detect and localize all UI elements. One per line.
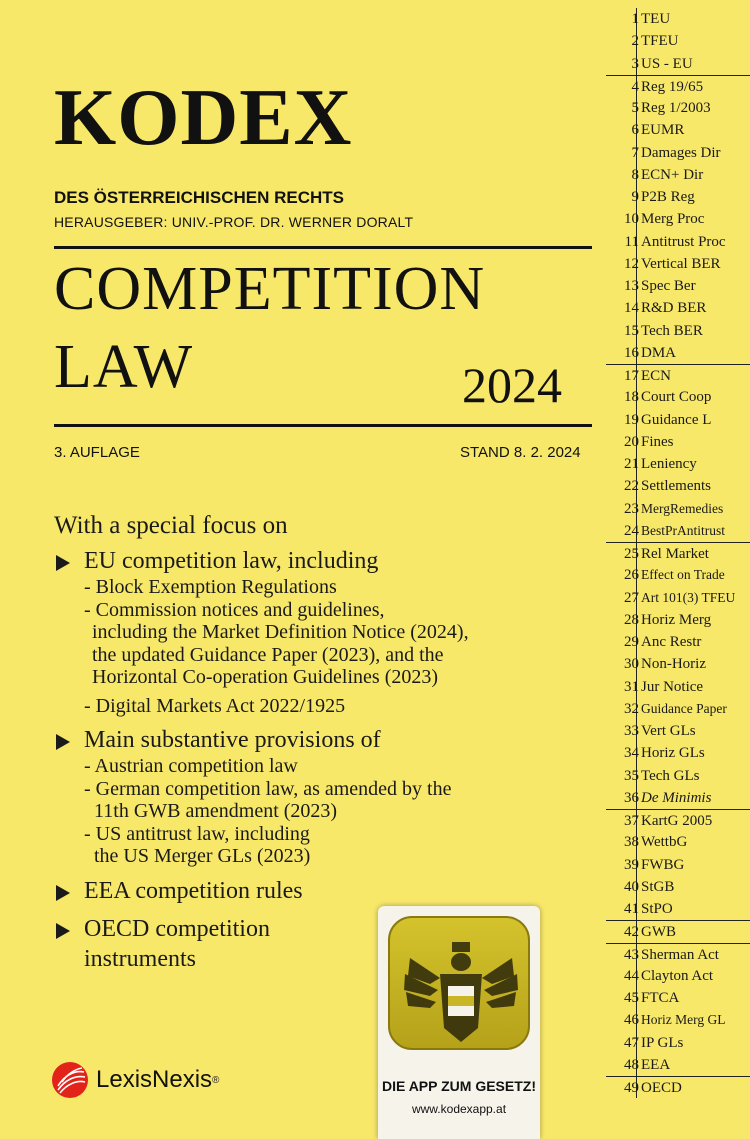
index-label: Vertical BER bbox=[641, 255, 721, 272]
chapter-index bbox=[606, 8, 750, 1098]
bullet-eea bbox=[54, 876, 584, 906]
app-slogan: DIE APP ZUM GESETZ! bbox=[381, 1078, 536, 1094]
sub-item: - US antitrust law, including bbox=[84, 822, 310, 845]
index-label: Effect on Trade bbox=[641, 567, 725, 583]
index-entry bbox=[606, 631, 750, 653]
sub-item: Horizontal Co-operation Guidelines (2023) bbox=[92, 666, 439, 688]
index-number: 49 bbox=[624, 1080, 639, 1096]
index-number: 13 bbox=[624, 278, 639, 294]
publisher-logo bbox=[50, 1060, 219, 1100]
bullet-eu bbox=[54, 546, 584, 576]
focus-list bbox=[54, 512, 584, 974]
sub-item: - Austrian competition law bbox=[84, 755, 298, 777]
triangle-bullet-icon bbox=[56, 885, 70, 901]
index-label: Tech BER bbox=[641, 322, 703, 339]
index-number: 16 bbox=[624, 344, 639, 361]
bottom-rule bbox=[54, 424, 592, 427]
index-number: 19 bbox=[624, 411, 639, 428]
index-number: 40 bbox=[624, 878, 639, 895]
index-number: 32 bbox=[624, 700, 639, 717]
index-label: Clayton Act bbox=[641, 967, 714, 984]
bullet-title: EU competition law, including bbox=[84, 548, 379, 574]
index-label: Leniency bbox=[641, 456, 697, 472]
index-entry bbox=[606, 809, 750, 831]
index-label: StPO bbox=[641, 901, 673, 917]
editor-line: HERAUSGEBER: UNIV.-PROF. DR. WERNER DORALT bbox=[54, 214, 414, 230]
index-number: 24 bbox=[624, 522, 639, 539]
index-number: 39 bbox=[624, 856, 639, 873]
index-number: 5 bbox=[631, 100, 639, 116]
triangle-bullet-icon bbox=[56, 923, 70, 939]
lexisnexis-logo-icon bbox=[50, 1060, 90, 1100]
index-label: ECN bbox=[641, 368, 671, 384]
index-number: 28 bbox=[624, 611, 639, 628]
index-number: 12 bbox=[624, 255, 639, 272]
sub-item: - German competition law, as amended by the bbox=[84, 777, 452, 800]
index-entry bbox=[606, 142, 750, 164]
index-entry bbox=[606, 342, 750, 364]
index-number: 9 bbox=[631, 189, 639, 205]
index-entry bbox=[606, 1032, 750, 1054]
index-entry bbox=[606, 587, 750, 609]
edition-year: 2024 bbox=[462, 357, 562, 413]
title-line-2: LAW bbox=[54, 333, 194, 401]
index-label: Reg 19/65 bbox=[641, 78, 704, 95]
index-entry bbox=[606, 653, 750, 675]
bullet-title: EEA competition rules bbox=[84, 877, 303, 904]
index-number: 21 bbox=[624, 456, 639, 472]
index-number: 20 bbox=[624, 433, 639, 450]
index-number: 3 bbox=[631, 55, 639, 72]
index-number: 42 bbox=[624, 924, 639, 941]
index-label: StGB bbox=[641, 878, 675, 895]
app-badge[interactable] bbox=[378, 906, 540, 1139]
index-entry bbox=[606, 409, 750, 431]
sub-item: - Commission notices and guidelines, bbox=[84, 598, 385, 621]
index-number: 23 bbox=[624, 500, 639, 517]
triangle-bullet-icon bbox=[56, 734, 70, 750]
index-number: 31 bbox=[624, 678, 639, 695]
brand-title: KODEX bbox=[54, 74, 353, 162]
index-label: Art 101(3) TFEU bbox=[641, 589, 736, 605]
index-entry bbox=[606, 364, 750, 386]
index-entry bbox=[606, 520, 750, 542]
index-number: 1 bbox=[631, 11, 639, 27]
index-label: Anc Restr bbox=[641, 634, 702, 650]
index-entry bbox=[606, 854, 750, 876]
bullet-title-cont: instruments bbox=[84, 945, 196, 972]
index-number: 17 bbox=[624, 368, 639, 384]
index-label: ECN+ Dir bbox=[641, 166, 704, 183]
index-label: Sherman Act bbox=[641, 946, 719, 963]
index-entry bbox=[606, 386, 750, 408]
index-label: FWBG bbox=[641, 856, 685, 873]
index-number: 6 bbox=[631, 122, 639, 139]
index-entry bbox=[606, 564, 750, 586]
index-number: 4 bbox=[631, 78, 639, 95]
index-label: GWB bbox=[641, 924, 676, 941]
index-number: 26 bbox=[624, 567, 639, 584]
index-number: 25 bbox=[624, 546, 639, 562]
index-label: FTCA bbox=[641, 990, 680, 1006]
index-label: BestPrAntitrust bbox=[641, 522, 726, 538]
index-entry bbox=[606, 253, 750, 275]
index-number: 18 bbox=[624, 389, 639, 406]
index-entry bbox=[606, 275, 750, 297]
index-label: TEU bbox=[641, 11, 671, 27]
index-entry bbox=[606, 119, 750, 141]
stand-date: STAND 8. 2. 2024 bbox=[460, 444, 581, 461]
sub-item: - Block Exemption Regulations bbox=[84, 576, 337, 598]
index-label: Tech GLs bbox=[641, 767, 700, 784]
index-entry bbox=[606, 231, 750, 253]
eagle-crest-icon bbox=[390, 918, 530, 1050]
series-subtitle: DES ÖSTERREICHISCHEN RECHTS bbox=[54, 188, 344, 207]
index-number: 38 bbox=[624, 834, 639, 851]
triangle-bullet-icon bbox=[56, 555, 70, 571]
sub-item: the US Merger GLs (2023) bbox=[94, 845, 311, 867]
index-entry bbox=[606, 987, 750, 1009]
bullet-title: Main substantive provisions of bbox=[84, 727, 381, 753]
index-entry bbox=[606, 898, 750, 920]
index-label: Jur Notice bbox=[641, 678, 704, 695]
index-entry bbox=[606, 720, 750, 742]
index-label: Guidance L bbox=[641, 411, 712, 428]
index-entry bbox=[606, 475, 750, 497]
title-line-1: COMPETITION bbox=[54, 255, 486, 323]
index-entry bbox=[606, 943, 750, 965]
publisher-name: LexisNexis bbox=[96, 1066, 213, 1093]
index-entry bbox=[606, 8, 750, 30]
app-icon bbox=[388, 916, 530, 1050]
index-label: OECD bbox=[641, 1080, 682, 1096]
focus-intro: With a special focus on bbox=[54, 512, 288, 539]
index-label: Horiz GLs bbox=[641, 745, 705, 762]
index-label: Court Coop bbox=[641, 389, 712, 406]
index-entry bbox=[606, 186, 750, 208]
index-label: Spec Ber bbox=[641, 278, 696, 294]
index-number: 30 bbox=[624, 656, 639, 673]
sub-item: - Digital Markets Act 2022/1925 bbox=[84, 694, 346, 717]
index-label: Rel Market bbox=[641, 546, 709, 562]
index-label: US - EU bbox=[641, 55, 693, 72]
index-label: MergRemedies bbox=[641, 500, 724, 516]
registered-mark: ® bbox=[212, 1074, 220, 1086]
sub-item: the updated Guidance Paper (2023), and the bbox=[92, 643, 444, 666]
index-entry bbox=[606, 208, 750, 230]
index-label: Vert GLs bbox=[641, 723, 696, 739]
index-entry bbox=[606, 53, 750, 75]
index-entry bbox=[606, 831, 750, 853]
index-entry bbox=[606, 453, 750, 475]
index-entry bbox=[606, 75, 750, 97]
index-number: 45 bbox=[624, 990, 639, 1006]
index-number: 2 bbox=[631, 33, 639, 50]
index-number: 46 bbox=[624, 1012, 639, 1029]
index-label: Fines bbox=[641, 433, 674, 450]
index-number: 37 bbox=[624, 813, 639, 829]
index-number: 7 bbox=[631, 144, 639, 161]
index-entry bbox=[606, 431, 750, 453]
index-label: Guidance Paper bbox=[641, 700, 727, 716]
index-label: DMA bbox=[641, 344, 677, 361]
index-entry bbox=[606, 498, 750, 520]
index-label: Settlements bbox=[641, 478, 711, 495]
index-entry bbox=[606, 30, 750, 52]
index-number: 11 bbox=[624, 233, 639, 250]
index-number: 35 bbox=[624, 767, 639, 784]
index-number: 48 bbox=[624, 1056, 639, 1073]
index-label: R&D BER bbox=[641, 300, 707, 317]
index-number: 14 bbox=[624, 300, 639, 317]
sub-item: 11th GWB amendment (2023) bbox=[94, 800, 338, 822]
index-label: Damages Dir bbox=[641, 144, 721, 161]
index-label: Antitrust Proc bbox=[641, 233, 726, 250]
index-entry bbox=[606, 920, 750, 942]
index-number: 33 bbox=[624, 723, 639, 739]
index-entry bbox=[606, 542, 750, 564]
index-number: 43 bbox=[624, 946, 639, 963]
index-number: 47 bbox=[624, 1034, 639, 1051]
index-entry bbox=[606, 965, 750, 987]
index-label: Horiz Merg GL bbox=[641, 1012, 726, 1028]
index-entry bbox=[606, 876, 750, 898]
index-label: Reg 1/2003 bbox=[641, 100, 711, 116]
index-entry bbox=[606, 742, 750, 764]
index-label: De Minimis bbox=[641, 789, 712, 806]
index-number: 22 bbox=[624, 478, 639, 495]
index-number: 36 bbox=[624, 789, 639, 806]
index-label: Merg Proc bbox=[641, 211, 705, 228]
index-number: 15 bbox=[624, 322, 639, 339]
index-label: Horiz Merg bbox=[641, 611, 712, 628]
index-number: 10 bbox=[624, 211, 639, 228]
index-label: IP GLs bbox=[641, 1034, 684, 1051]
app-url[interactable]: www.kodexapp.at bbox=[411, 1102, 507, 1116]
index-entry bbox=[606, 320, 750, 342]
index-label: TFEU bbox=[641, 33, 679, 50]
index-entry bbox=[606, 765, 750, 787]
index-entry bbox=[606, 609, 750, 631]
index-entry bbox=[606, 297, 750, 319]
top-rule bbox=[54, 246, 592, 249]
index-number: 29 bbox=[624, 634, 639, 650]
index-label: P2B Reg bbox=[641, 189, 695, 205]
edition-label: 3. AUFLAGE bbox=[54, 444, 140, 461]
bullet-main-provisions bbox=[54, 725, 584, 755]
sub-item: including the Market Definition Notice (2024), bbox=[92, 621, 469, 643]
index-number: 41 bbox=[624, 901, 639, 917]
index-entry bbox=[606, 787, 750, 809]
index-entry bbox=[606, 698, 750, 720]
index-entry bbox=[606, 1054, 750, 1076]
index-label: KartG 2005 bbox=[641, 813, 713, 829]
bullet-title: OECD competition bbox=[84, 915, 270, 942]
index-entry bbox=[606, 97, 750, 119]
index-entry bbox=[606, 1009, 750, 1031]
index-label: EUMR bbox=[641, 122, 685, 139]
index-entry bbox=[606, 676, 750, 698]
index-entry bbox=[606, 164, 750, 186]
index-number: 34 bbox=[624, 745, 639, 762]
index-number: 8 bbox=[631, 166, 639, 183]
index-label: EEA bbox=[641, 1056, 671, 1073]
index-label: WettbG bbox=[641, 834, 688, 851]
index-number: 44 bbox=[624, 967, 639, 984]
index-number: 27 bbox=[624, 589, 639, 606]
index-label: Non-Horiz bbox=[641, 656, 706, 673]
index-entry bbox=[606, 1076, 750, 1098]
